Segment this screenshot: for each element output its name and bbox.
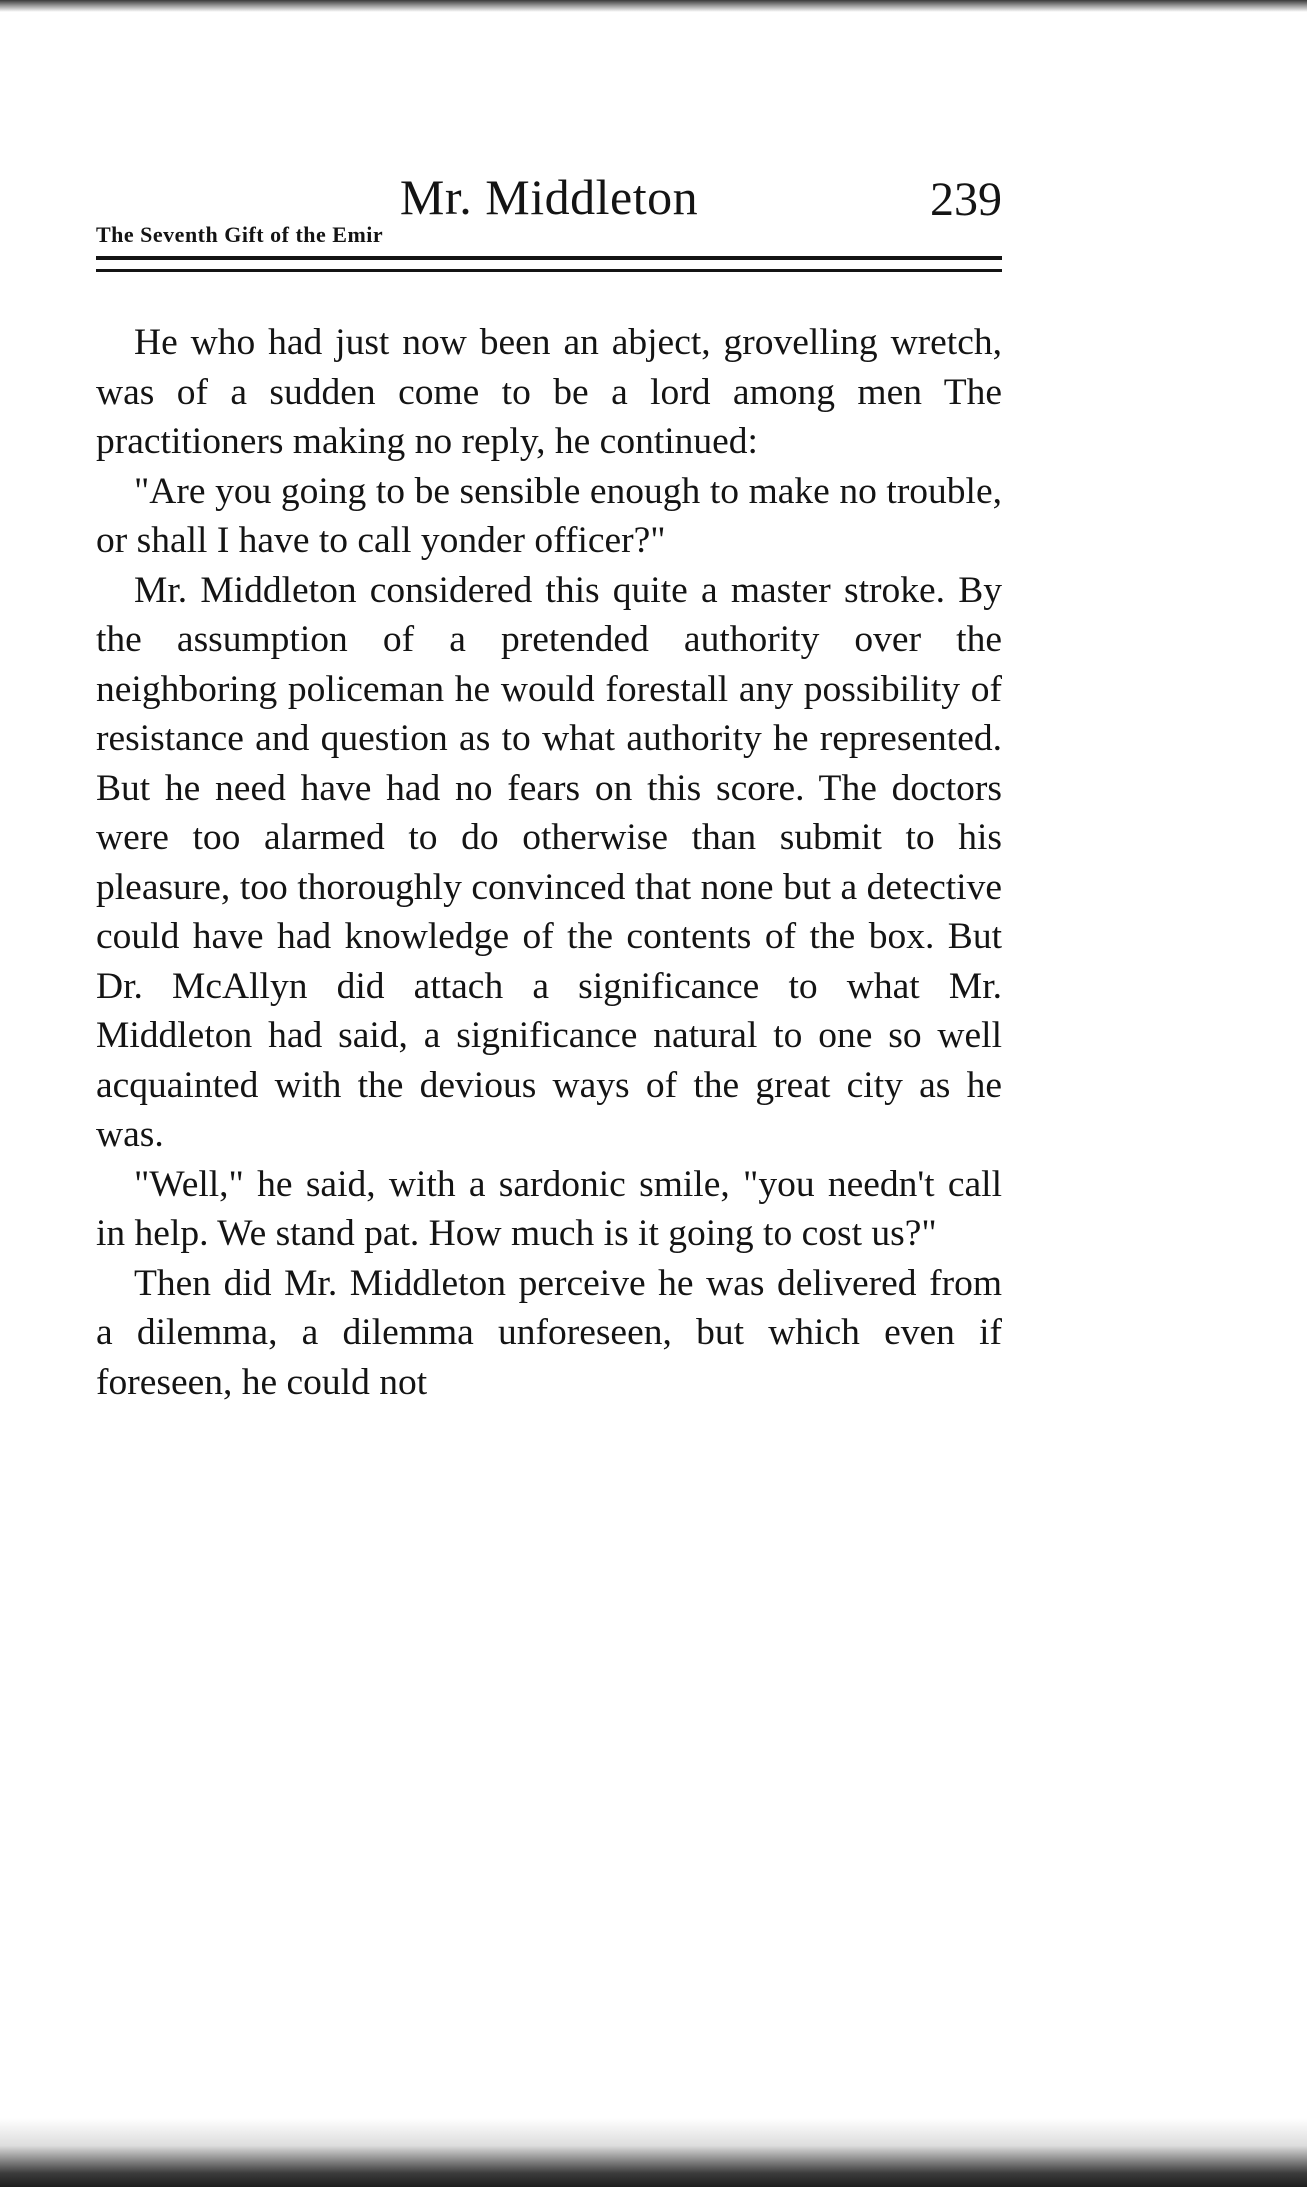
book-title: The Seventh Gift of the Emir [96,222,384,247]
paragraph: Mr. Middleton considered this quite a master stroke. By the assumption of a pretended authority over the neighboring policeman he would forestall any possibility of resistance and question as to what authority he represented. But he need have had no fears on this score. The doctors were too alarmed to do otherwise than submit to his pleasure, too thoroughly convinced that none but a detective could have had knowledge of the contents of the box. But Dr. McAllyn did attach a significance to what Mr. Middleton had said, a significance natural to one so well acquainted with the devious ways of the great city as he was. [96,569,1002,1155]
book-page [96,160,1002,1403]
chapter-title: Mr. Middleton [399,169,699,225]
header-rule-thick [96,256,1002,260]
paragraph: He who had just now been an abject, grovelling wretch, was of a sudden come to be a lord among men The practitioners making no reply, he continued: [96,322,1002,462]
header-rule-thin [96,269,1002,272]
page-number: 239 [930,173,1002,226]
body-text [96,318,1002,1407]
paragraph: "Are you going to be sensible enough to make no trouble, or shall I have to call yonder officer?" [96,470,1002,561]
bottom-page-edge [0,2118,1307,2187]
top-page-edge [0,0,1307,12]
paragraph: "Well," he said, with a sardonic smile, "you needn't call in help. We stand pat. How much is it going to cost us?" [96,1163,1002,1254]
paragraph: Then did Mr. Middleton perceive he was delivered from a dilemma, a dilemma unforeseen, but which even if foreseen, he could not [96,1262,1002,1403]
running-head [96,160,1002,252]
